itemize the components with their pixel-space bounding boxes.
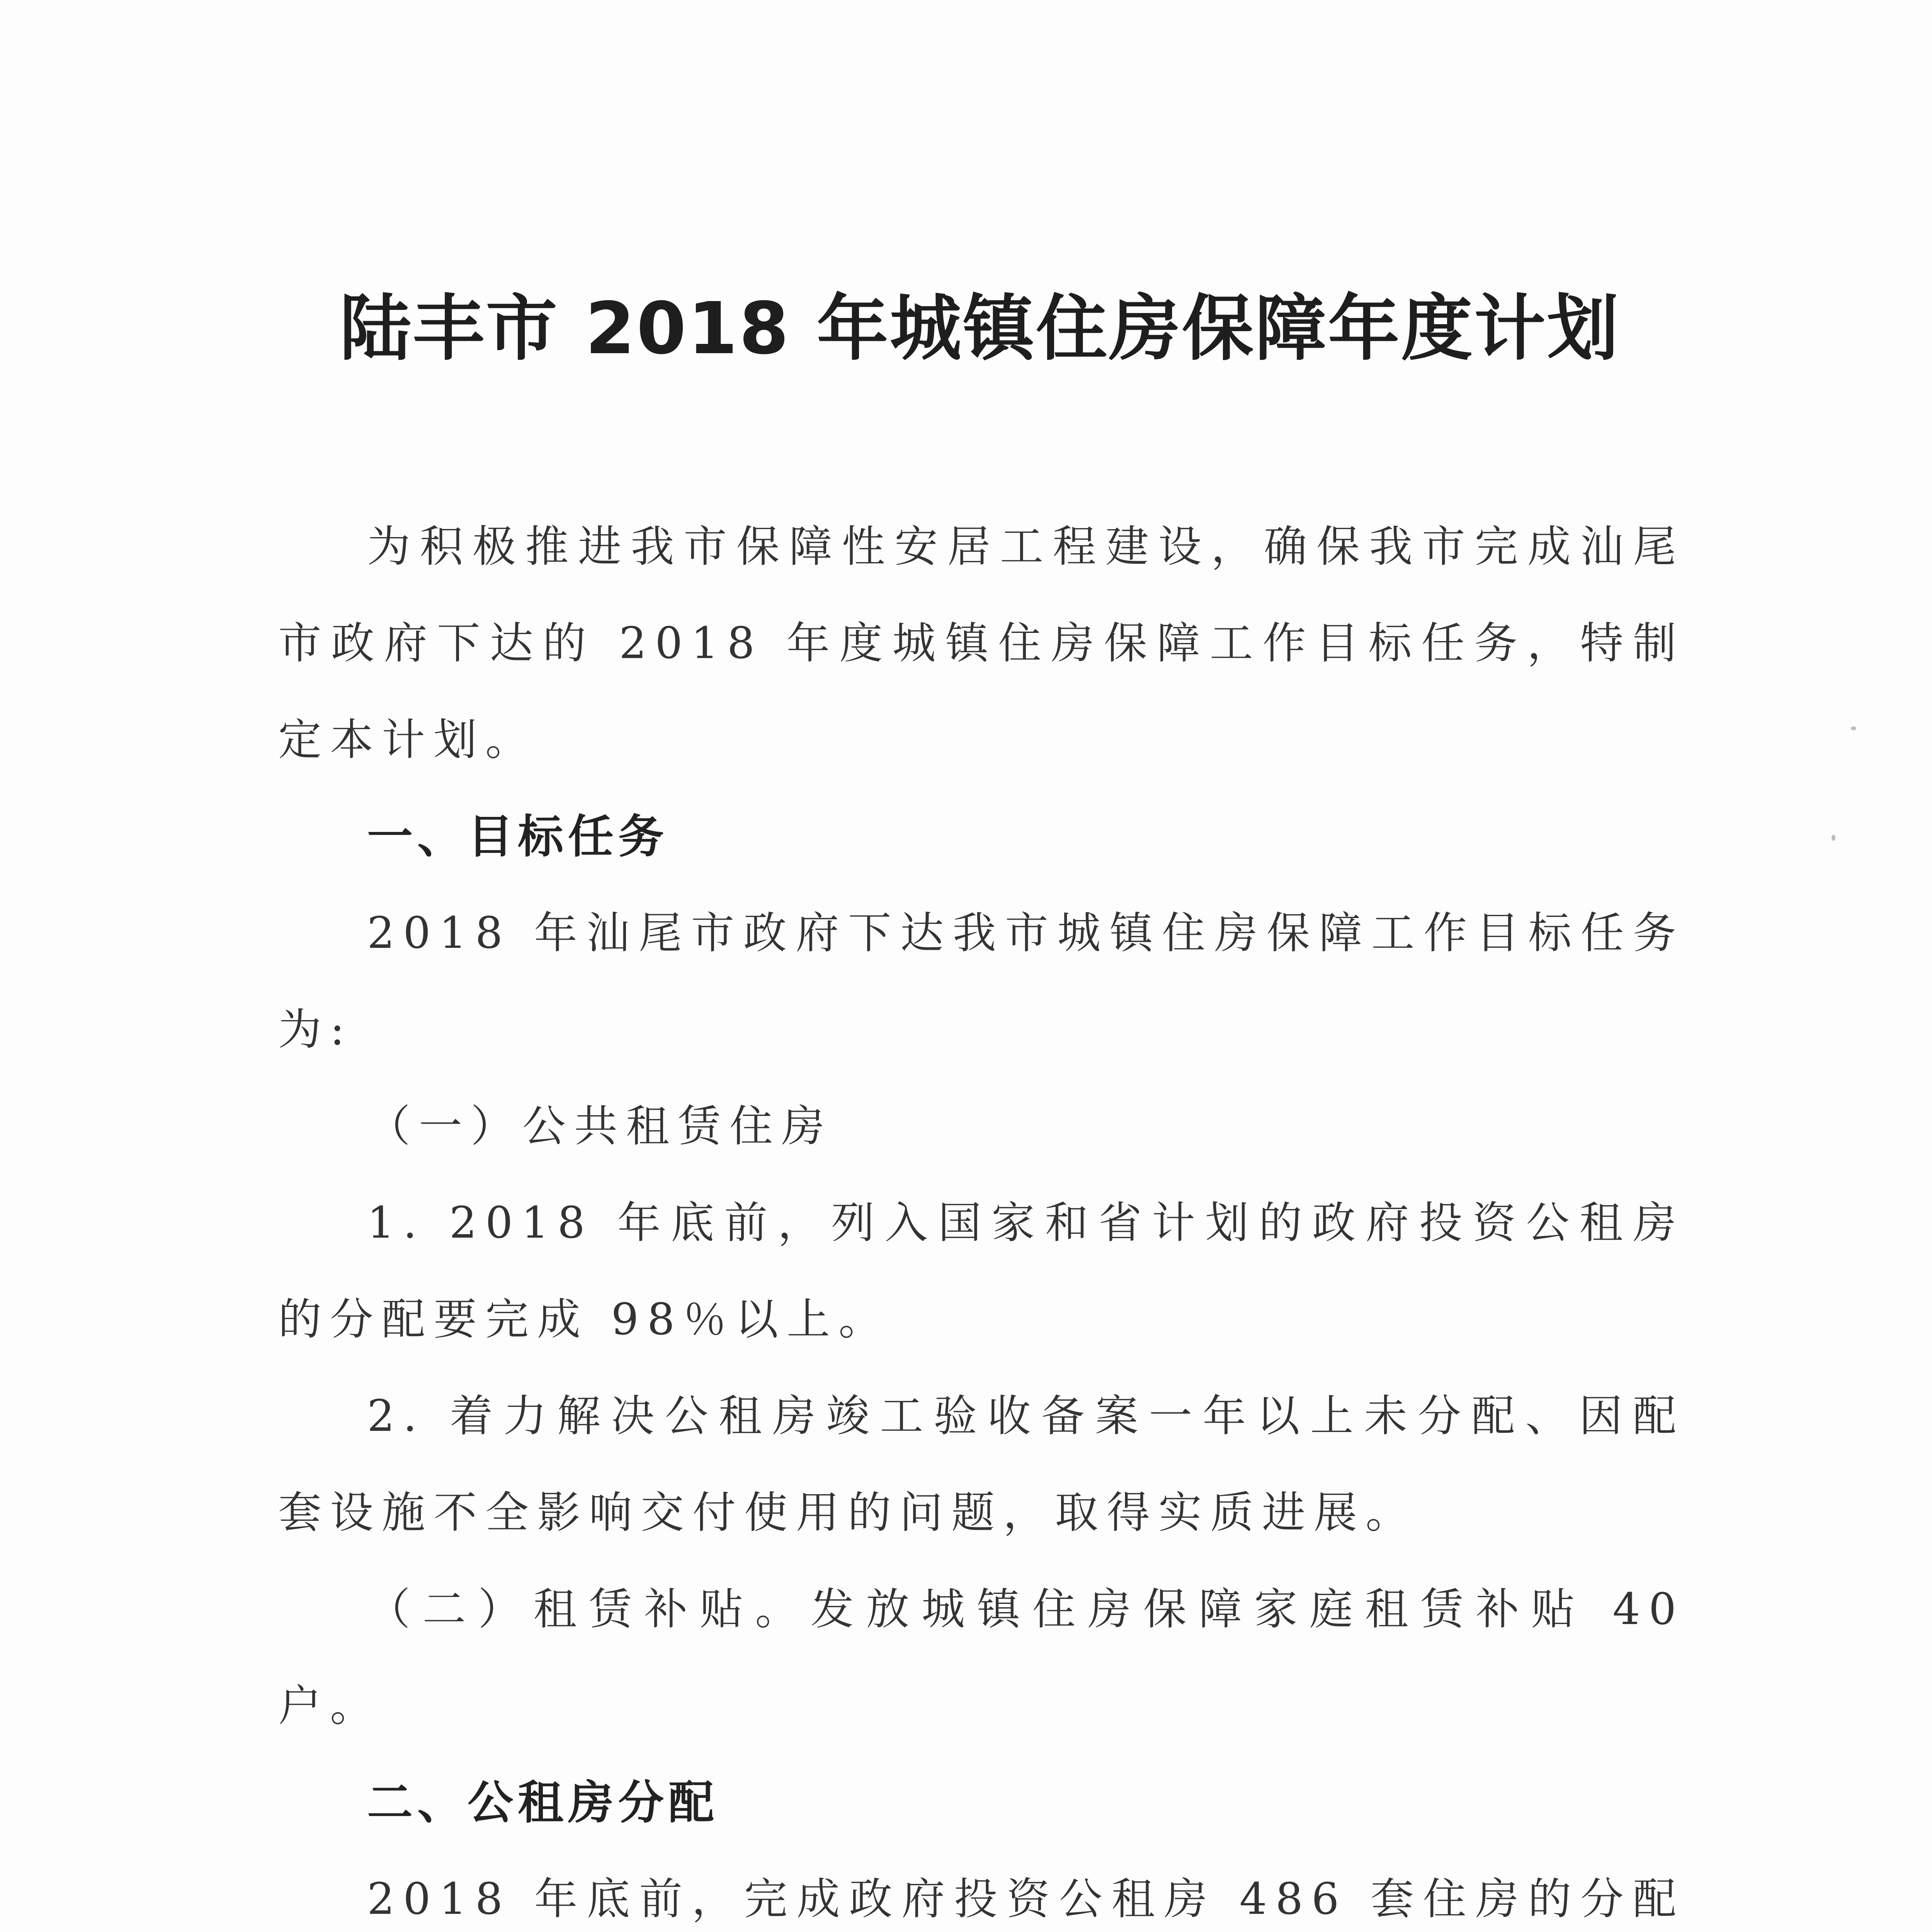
targets-lead-paragraph: 2018 年汕尾市政府下达我市城镇住房保障工作目标任务为:	[278, 908, 1685, 1055]
scan-speck	[1851, 726, 1856, 730]
document-title: 陆丰市 2018 年城镇住房保障年度计划	[340, 287, 1620, 370]
subheading-rent-subsidy: （二）租赁补贴。发放城镇住房保障家庭租赁补贴 40 户。	[278, 1584, 1685, 1731]
scan-speck	[1832, 835, 1835, 841]
subheading-public-rental: （一）公共租赁住房	[367, 1101, 833, 1151]
allocation-paragraph: 2018 年底前，完成政府投资公租房 486 套住房的分配	[367, 1874, 1685, 1924]
section-heading-allocation: 二、公租房分配	[367, 1776, 719, 1829]
intro-paragraph: 为积极推进我市保障性安居工程建设，确保我市完成汕尾市政府下达的 2018 年度城镇住房保障工作目标任务，特制定本计划。	[278, 522, 1685, 765]
item-2-paragraph: 2. 着力解决公租房竣工验收备案一年以上未分配、因配套设施不全影响交付使用的问题，取得实质进展。	[278, 1391, 1685, 1538]
item-1-paragraph: 1. 2018 年底前，列入国家和省计划的政府投资公租房的分配要完成 98％以上。	[278, 1198, 1685, 1345]
section-heading-targets: 一、目标任务	[367, 810, 669, 863]
document-body	[278, 498, 1685, 1932]
